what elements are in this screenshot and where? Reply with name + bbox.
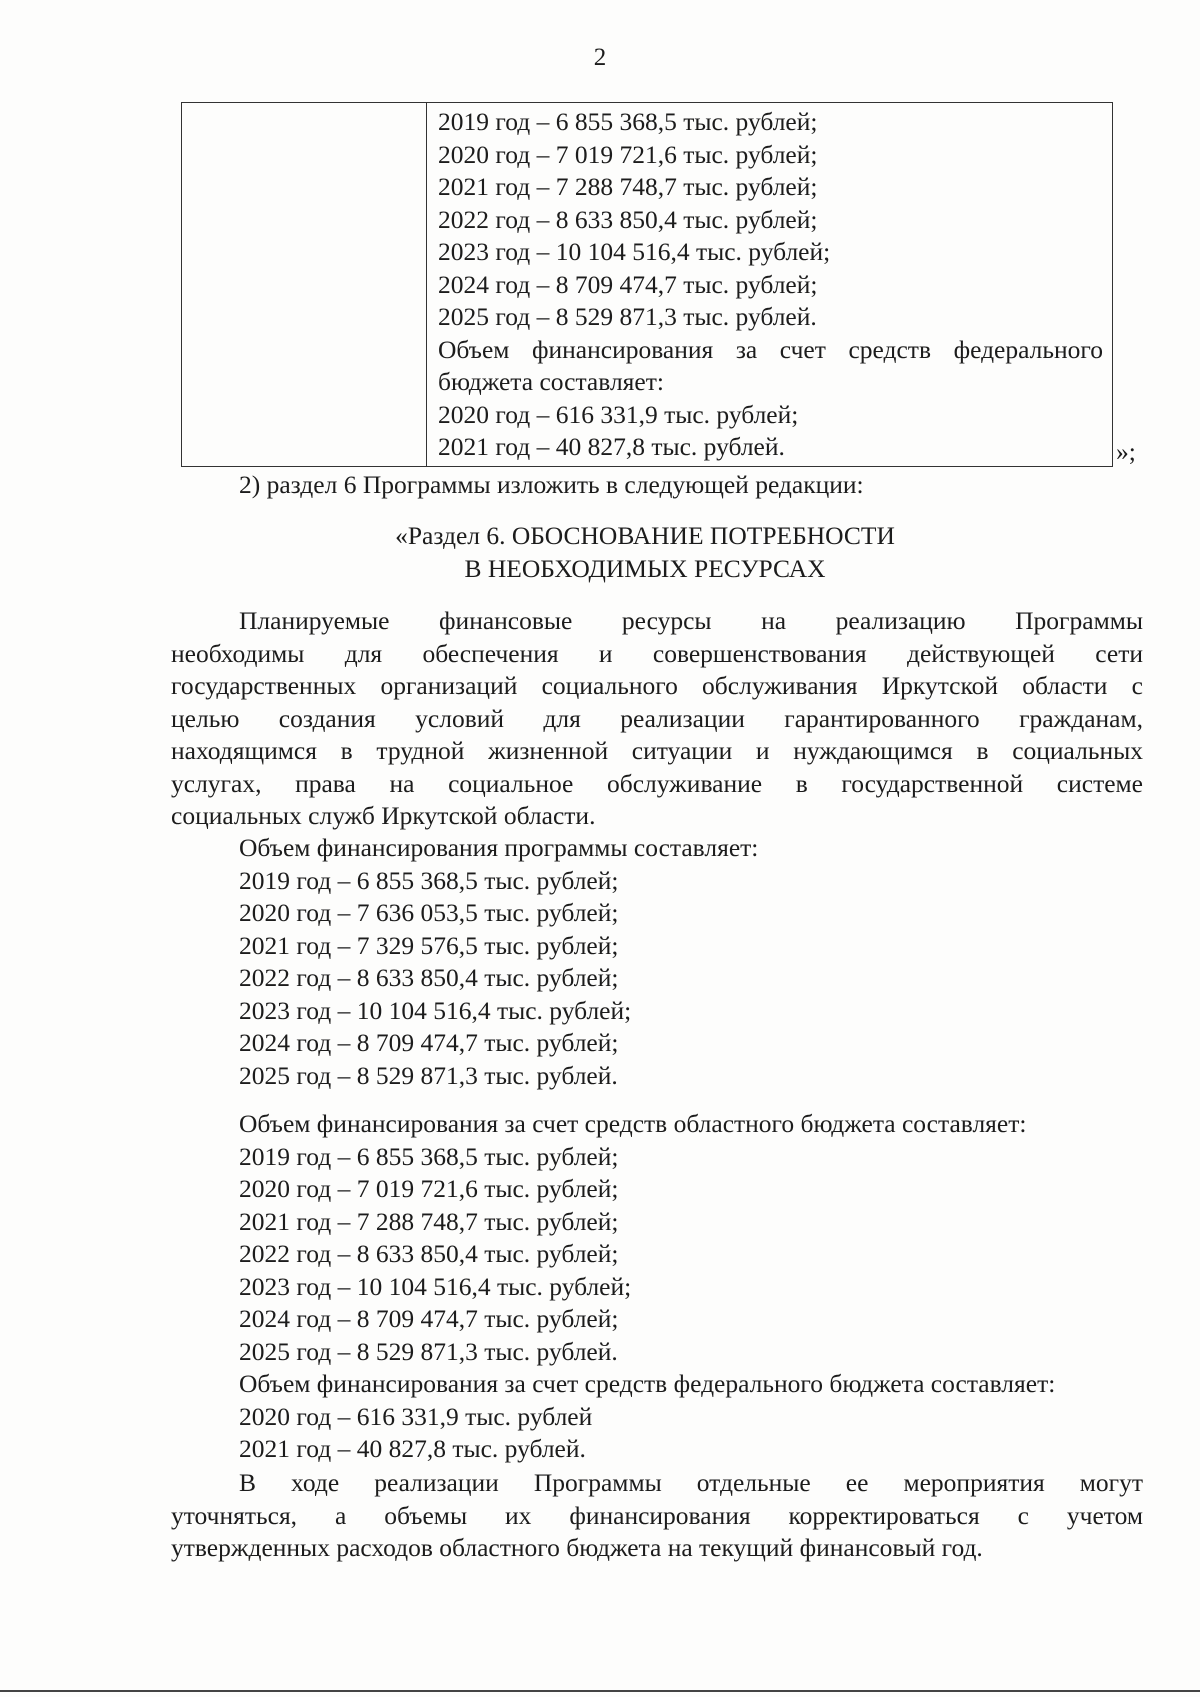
financing-line: 2023 год – 10 104 516,4 тыс. рублей; (239, 995, 632, 1025)
closing-quote-mark: »; (1116, 437, 1136, 466)
total-financing-heading: Объем финансирования программы составляет: (239, 833, 759, 862)
section-heading (0, 520, 1200, 585)
bottom-scan-edge (0, 1690, 1200, 1692)
table-right-cell (438, 106, 1103, 464)
paragraph-line: целью создания условий для реализации гарантированного гражданам, (171, 703, 1143, 733)
paragraph-line: уточняться, а объемы их финансирования корректироваться с учетом (171, 1500, 1143, 1530)
table-column-divider (426, 103, 427, 466)
table-line: Объем финансирования за счет средств федерального (438, 334, 1103, 364)
table-line: 2025 год – 8 529 871,3 тыс. рублей. (438, 302, 817, 331)
financing-line: 2024 год – 8 709 474,7 тыс. рублей; (239, 1028, 619, 1057)
table-line: 2020 год – 616 331,9 тыс. рублей; (438, 399, 799, 429)
financing-line: 2025 год – 8 529 871,3 тыс. рублей. (239, 1336, 618, 1366)
section-heading-line: «Раздел 6. ОБОСНОВАНИЕ ПОТРЕБНОСТИ (395, 521, 895, 550)
section-heading-line: В НЕОБХОДИМЫХ РЕСУРСАХ (464, 553, 826, 583)
financing-line: 2019 год – 6 855 368,5 тыс. рублей; (239, 865, 619, 895)
paragraph-line: необходимы для обеспечения и совершенствования действующей сети (171, 638, 1143, 668)
table-line: бюджета составляет: (438, 367, 664, 396)
paragraph-line: услугах, права на социальное обслуживание в государственной системе (171, 768, 1143, 798)
federal-financing-heading: Объем финансирования за счет средств федерального бюджета составляет: (239, 1369, 1056, 1398)
regional-financing-heading: Объем финансирования за счет средств областного бюджета составляет: (239, 1109, 1027, 1138)
table-line: 2024 год – 8 709 474,7 тыс. рублей; (438, 269, 818, 299)
table-line: 2021 год – 7 288 748,7 тыс. рублей; (438, 172, 818, 201)
financing-line: 2021 год – 40 827,8 тыс. рублей. (239, 1434, 586, 1463)
financing-line: 2025 год – 8 529 871,3 тыс. рублей. (239, 1060, 618, 1090)
table-line: 2021 год – 40 827,8 тыс. рублей. (438, 432, 785, 461)
financing-line: 2020 год – 616 331,9 тыс. рублей (239, 1401, 593, 1431)
financing-line: 2022 год – 8 633 850,4 тыс. рублей; (239, 1239, 619, 1268)
financing-line: 2019 год – 6 855 368,5 тыс. рублей; (239, 1141, 619, 1171)
total-financing-block (171, 832, 1143, 1092)
amendment-item-text: 2) раздел 6 Программы изложить в следующей редакции: (239, 470, 864, 499)
financing-line: 2023 год – 10 104 516,4 тыс. рублей; (239, 1271, 632, 1301)
paragraph-line: утвержденных расходов областного бюджета на текущий финансовый год. (171, 1533, 983, 1562)
table-line: 2023 год – 10 104 516,4 тыс. рублей; (438, 237, 831, 266)
financing-line: 2020 год – 7 019 721,6 тыс. рублей; (239, 1174, 619, 1203)
paragraph-line: В ходе реализации Программы отдельные ее мероприятия могут (239, 1468, 1143, 1497)
page-number: 2 (593, 44, 607, 71)
amendment-item (171, 469, 1143, 502)
financing-line: 2021 год – 7 329 576,5 тыс. рублей; (239, 930, 619, 960)
paragraph-line: Планируемые финансовые ресурсы на реализацию Программы (239, 606, 1143, 635)
paragraph-line: находящимся в трудной жизненной ситуации и нуждающимся в социальных (171, 736, 1143, 765)
regional-financing-block (171, 1108, 1143, 1466)
financing-line: 2021 год – 7 288 748,7 тыс. рублей; (239, 1206, 619, 1236)
closing-paragraph (171, 1467, 1143, 1565)
financing-line: 2022 год – 8 633 850,4 тыс. рублей; (239, 963, 619, 992)
paragraph-line: социальных служб Иркутской области. (171, 801, 596, 830)
table-line: 2022 год – 8 633 850,4 тыс. рублей; (438, 204, 818, 234)
financing-table (181, 102, 1113, 467)
financing-line: 2024 год – 8 709 474,7 тыс. рублей; (239, 1304, 619, 1333)
table-line: 2020 год – 7 019 721,6 тыс. рублей; (438, 139, 818, 169)
intro-paragraph (171, 605, 1143, 833)
table-line: 2019 год – 6 855 368,5 тыс. рублей; (438, 107, 818, 136)
financing-line: 2020 год – 7 636 053,5 тыс. рублей; (239, 898, 619, 927)
paragraph-line: государственных организаций социального обслуживания Иркутской области с (171, 671, 1143, 700)
